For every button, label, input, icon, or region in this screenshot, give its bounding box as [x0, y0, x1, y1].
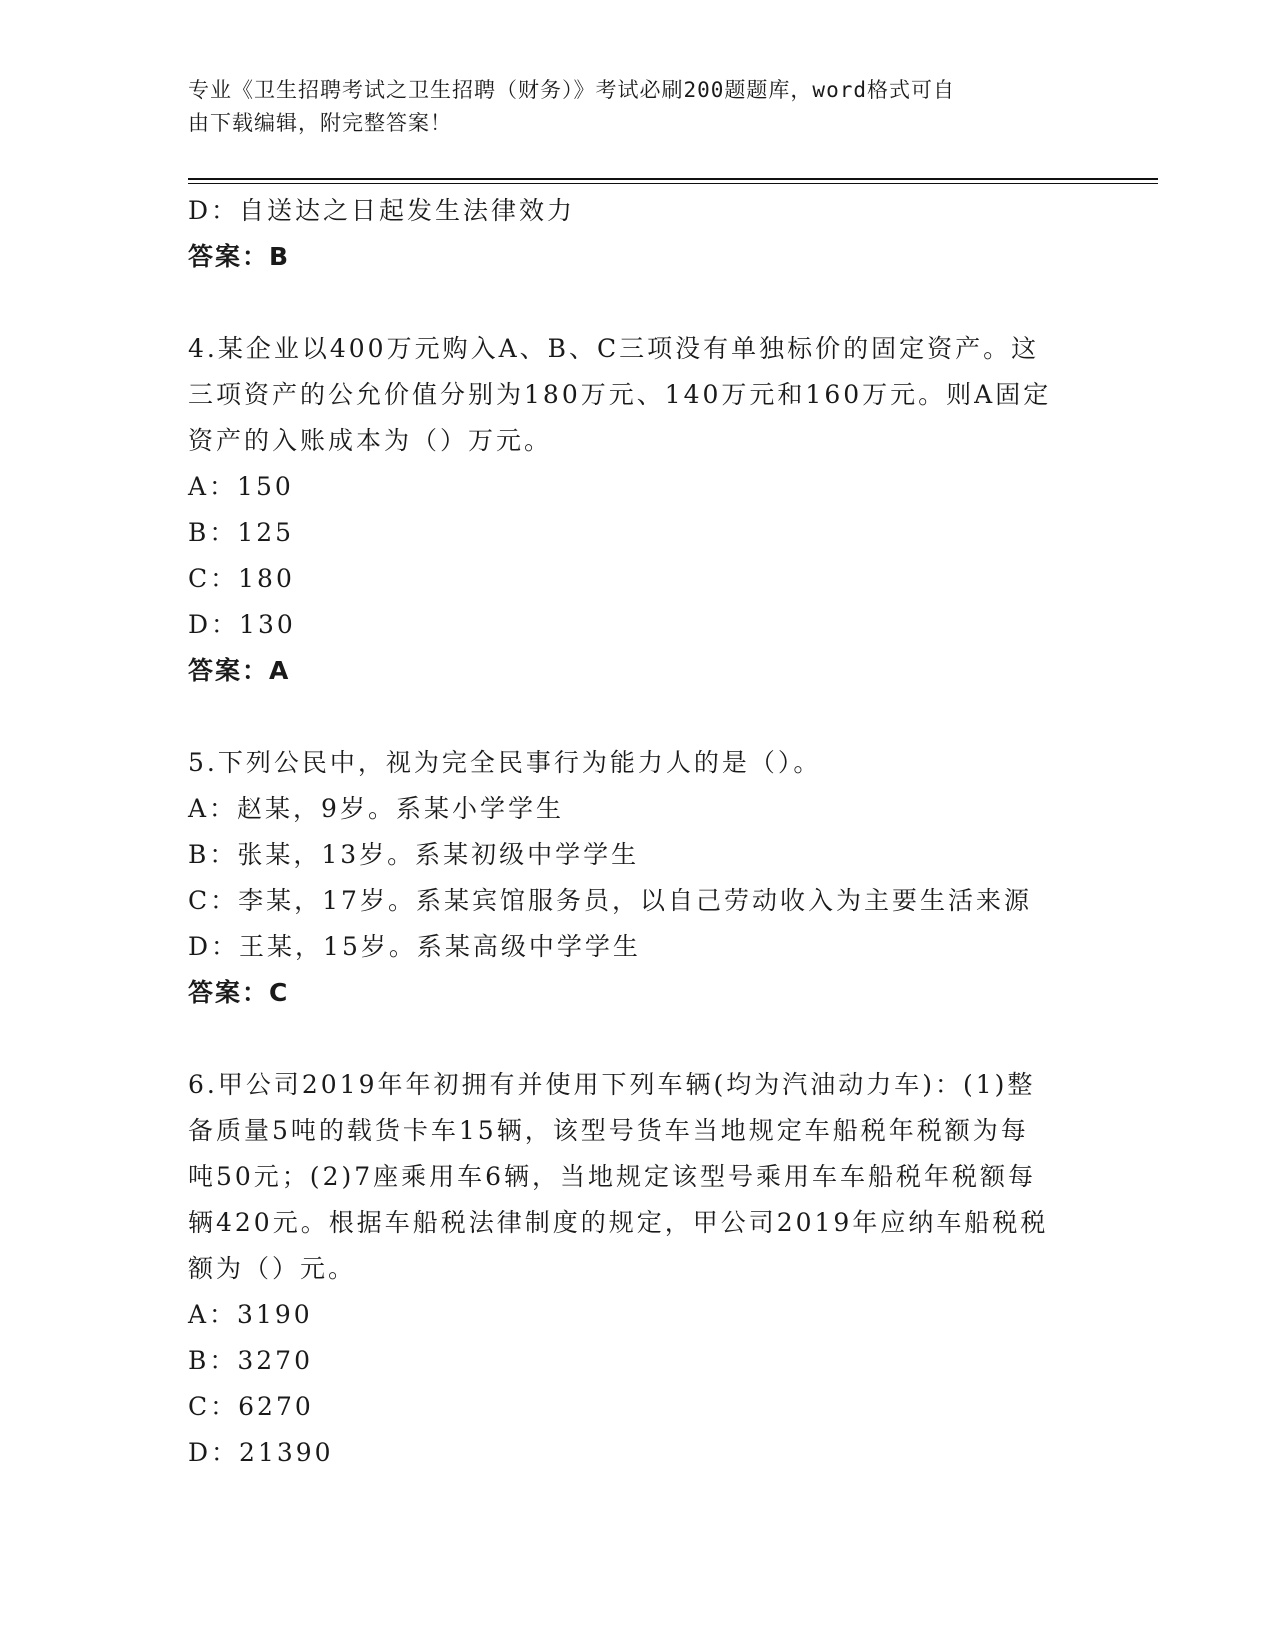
question-4-option-d: D：130 — [188, 610, 296, 639]
question-6-stem-line: 6.甲公司2019年年初拥有并使用下列车辆(均为汽油动力车)：(1)整 — [188, 1070, 1036, 1099]
question-6-stem-line: 辆420元。根据车船税法律制度的规定，甲公司2019年应纳车船税税 — [188, 1208, 1049, 1237]
question-5-option-b: B：张某，13岁。系某初级中学学生 — [188, 840, 640, 869]
header-rule-thin — [188, 183, 1158, 184]
question-6-option-c: C：6270 — [188, 1392, 314, 1421]
question-3-tail — [188, 188, 1088, 280]
question-3-option-d: D：自送达之日起发生法律效力 — [188, 196, 576, 225]
question-6-option-d: D：21390 — [188, 1438, 334, 1467]
question-5-option-d: D：王某，15岁。系某高级中学学生 — [188, 932, 641, 961]
question-5 — [188, 740, 1088, 1016]
question-content — [188, 188, 1088, 1476]
question-4 — [188, 326, 1088, 694]
question-6-stem-line: 额为（）元。 — [188, 1254, 357, 1283]
question-6-option-a: A：3190 — [188, 1300, 313, 1329]
header-line-1: 专业《卫生招聘考试之卫生招聘（财务）》考试必刷200题题库，word格式可自 — [188, 78, 955, 102]
question-4-option-a: A：150 — [188, 472, 294, 501]
question-4-stem-line: 4.某企业以400万元购入A、B、C三项没有单独标价的固定资产。这 — [188, 334, 1040, 363]
question-6 — [188, 1062, 1088, 1476]
spacer — [188, 694, 1088, 740]
question-6-stem-line: 备质量5吨的载货卡车15辆，该型号货车当地规定车船税年税额为每 — [188, 1116, 1029, 1145]
question-5-option-a: A：赵某，9岁。系某小学学生 — [188, 794, 564, 823]
header-rule-thick — [188, 178, 1158, 180]
question-3-answer: 答案：B — [188, 242, 291, 271]
question-5-stem-line: 5.下列公民中，视为完全民事行为能力人的是（）。 — [188, 748, 822, 777]
question-5-answer: 答案：C — [188, 978, 290, 1007]
spacer — [188, 280, 1088, 326]
question-6-stem-line: 吨50元；(2)7座乘用车6辆，当地规定该型号乘用车车船税年税额每 — [188, 1162, 1037, 1191]
header-line-2: 由下载编辑，附完整答案！ — [188, 111, 452, 135]
question-4-stem-line: 资产的入账成本为（）万元。 — [188, 426, 553, 455]
document-header — [188, 74, 1068, 140]
question-4-stem-line: 三项资产的公允价值分别为180万元、140万元和160万元。则A固定 — [188, 380, 1052, 409]
question-4-option-c: C：180 — [188, 564, 295, 593]
spacer — [188, 1016, 1088, 1062]
question-4-option-b: B：125 — [188, 518, 295, 547]
question-4-answer: 答案：A — [188, 656, 291, 685]
question-6-option-b: B：3270 — [188, 1346, 313, 1375]
question-5-option-c: C：李某，17岁。系某宾馆服务员，以自己劳动收入为主要生活来源 — [188, 886, 1032, 915]
